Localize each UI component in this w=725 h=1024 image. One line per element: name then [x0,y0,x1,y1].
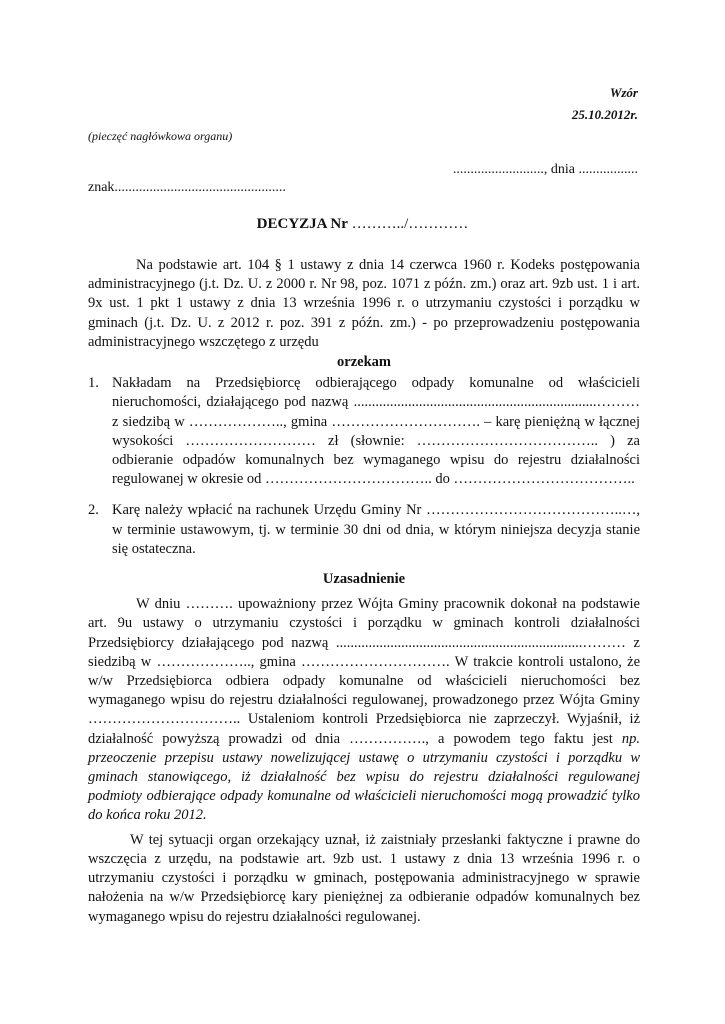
document-body [88,256,640,927]
stamp-placeholder: (pieczęć nagłówkowa organu) [88,129,233,143]
template-date: 25.10.2012r. [571,107,638,122]
ruling-item-number: 2. [88,502,99,519]
justification-heading: Uzasadnienie [322,571,406,588]
justification-paragraph-2: W tej sytuacji organ orzekający uznał, iż zaistniały przesłanki faktyczne i prawne do wszczęcia z urzędu, na podstawie art. 9zb ust. 1 ustawy z dnia 13 września 1996 r. o utrzymaniu czystości i porządku w gminach, postępowania administracyjnego w sprawie nałożenia na w/w Przedsiębiorcę kary pieniężnej za odbieranie odpadów komunalnych bez wymaganego wpisu do rejestru działalności regulowanej. [88,831,640,925]
list-spacer [88,489,640,501]
legal-basis-paragraph: Na podstawie art. 104 § 1 ustawy z dnia 14 czerwca 1960 r. Kodeks postępowania administracyjnego (j.t. Dz. U. z 2000 r. Nr 98, poz. 1071 z późn. zm.) oraz art. 9zb ust. 1 i art. 9x ust. 1 pkt 1 ustawy z dnia 13 września 1996 r. o utrzymaniu czystości i porządku w gminach (j.t. Dz. U. z 2012 r. poz. 391 z późn. zm.) - po przeprowadzeniu postępowania administracyjnego wszczętego z urzędu [88,257,640,350]
decision-title [0,216,725,233]
ruling-item-2 [88,501,640,559]
reference-line: znak................................................. [88,180,286,195]
ruling-item-1 [88,374,640,489]
place-date-line: .........................., dnia ................. [452,162,638,177]
template-label: Wzór [609,85,638,100]
justification-p1-italic: np. przeoczenie przepisu ustawy nowelizującej ustawę o utrzymaniu czystości i porządku w gminach stanowiącego, iż działalność bez wpisu do rejestru działalności regulowanej podmioty odbierające odpady komunalne od właścicieli nieruchomości mogą prowadzić tylko do końca roku 2012. [88,730,640,824]
justification-paragraph-1 [88,595,640,825]
ruling-list [88,374,640,559]
section-spacer [88,559,640,569]
decision-title-prefix: DECYZJA Nr [256,216,348,232]
ruling-item-text: Nakładam na Przedsiębiorcę odbierającego odpady komunalne od właścicieli nieruchomości, działającego pod nazwą ...................................................................……… z siedzibą w ……………….., gmina …………………………. – karę pieniężną w łącznej wysokości ……………………… zł (słownie: ……………………………….. ) za odbieranie odpadów komunalnych bez wymaganego wpisu do rejestru działalności regulowanej w okresie od …………………………….. do ……………………………….. [112,375,640,488]
justification-p1-plain: W dniu ………. upoważniony przez Wójta Gminy pracownik dokonał na podstawie art. 9u ustawy o utrzymaniu czystości i porządku w gminach kontroli działalności Przedsiębiorcy działającego pod nazwą ....................................................................……… z siedzibą w ……………….., gmina …………………………. W trakcie kontroli ustalono, że w/w Przedsiębiorca odbiera odpady komunalne od właścicieli nieruchomości bez wymaganego wpisu do rejestru działalności regulowanej, prowadzonego przez Wójta Gminy ………………………….. Ustaleniom kontroli Przedsiębiorca nie zaprzeczył. Wyjaśnił, iż działalność powyższą prowadzi od dnia ……………., a powodem tego faktu jest [88,596,640,747]
decision-number: ………../………… [351,216,469,232]
ruling-heading: orzekam [337,354,391,371]
ruling-item-text: Karę należy wpłacić na rachunek Urzędu Gminy Nr …………………………………..…, w terminie ustawowym, tj. w terminie 30 dni od dnia, w którym niniejsza decyzja stanie się ostateczna. [112,502,640,557]
ruling-item-number: 1. [88,375,99,392]
